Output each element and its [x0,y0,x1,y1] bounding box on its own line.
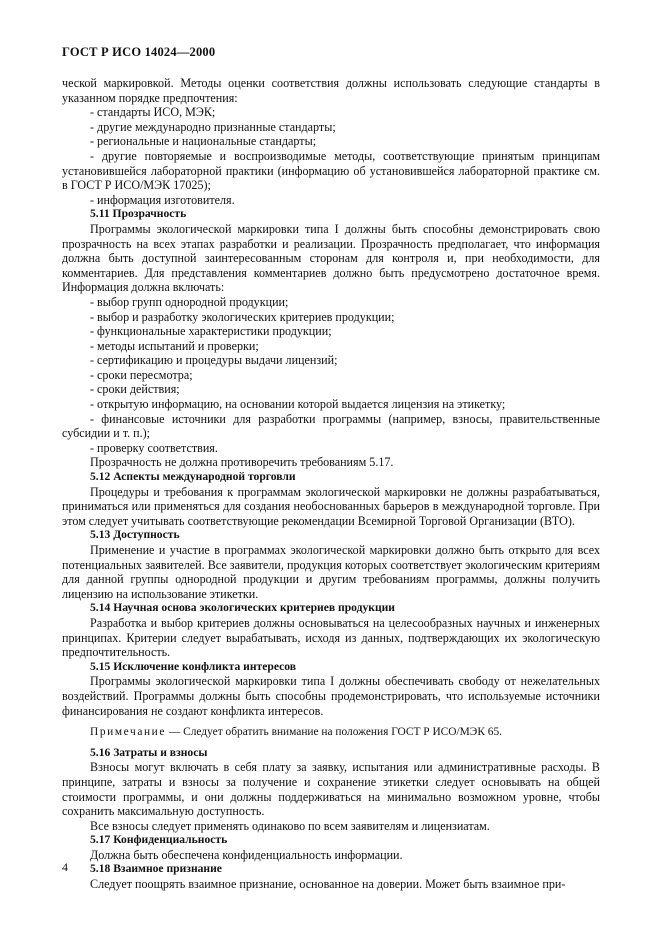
list-item: - методы испытаний и проверки; [90,338,259,353]
list-item: - сертификацию и процедуры выдачи лицензий; [90,353,338,368]
paragraph: Следует поощрять взаимное признание, основанное на доверии. Может быть взаимное при- [90,877,566,892]
list-item: - выбор групп однородной продукции; [90,294,289,309]
paragraph: Должна быть обеспечена конфиденциальность информации. [90,847,403,862]
section-heading-5-12: 5.12 Аспекты международной торговли [90,470,296,484]
list-item: - проверку соответствия. [90,440,218,455]
list-item: - сроки пересмотра; [90,367,193,382]
page-number: 4 [62,860,68,874]
section-heading-5-14: 5.14 Научная основа экологических критериев продукции [90,601,395,615]
list-item: - региональные и национальные стандарты; [90,134,317,149]
section-heading-5-13: 5.13 Доступность [90,528,180,542]
section-heading-5-16: 5.16 Затраты и взносы [90,745,208,759]
paragraph: Применение и участие в программах экологической маркировки должно быть открыто для всех потенциальных заявителей. Все заявители, продукция которых соответствует экологическим критериям для данной группы однородной продукции и другим требованиям программы, должны получить лицензию на использование этикетки. [62,543,600,601]
paragraph: Все взносы следует применять одинаково по всем заявителям и лицензиатам. [90,818,490,833]
list-item: - сроки действия; [90,382,180,397]
list-item: - другие международно признанные стандарты; [90,119,336,134]
note-label: Примечание [90,726,167,739]
section-heading-5-11: 5.11 Прозрачность [90,207,187,221]
list-item: - стандарты ИСО, МЭК; [90,105,216,120]
list-item: - финансовые источники для разработки программы (например, взносы, правительственные субсидии и т. п.); [62,411,600,441]
document-body [62,76,600,892]
note-text: — Следует обратить внимание на положения ГОСТ Р ИСО/МЭК 65. [166,726,503,739]
paragraph: Процедуры и требования к программам экологической маркировки не должны разрабатываться, приниматься или применяться для создания необоснованных барьеров в международной торговле. При этом следует учитывать соответствующие рекомендации Всемирной Торговой Организации (ВТО). [62,484,600,528]
list-item: - информация изготовителя. [90,192,235,207]
note [62,725,600,740]
list-item: - выбор и разработку экологических критериев продукции; [90,309,395,324]
document-header: ГОСТ Р ИСО 14024—2000 [62,45,216,59]
section-heading-5-15: 5.15 Исключение конфликта интересов [90,659,297,673]
paragraph: Прозрачность не должна противоречить требованиям 5.17. [90,455,394,470]
paragraph: Программы экологической маркировки типа I должны обеспечивать свободу от нежелательных воздействий. Программы должны быть способны продемонстрировать, что используемые источники финансирования не создают конфликта интересов. [62,674,600,718]
intro-paragraph: ческой маркировкой. Методы оценки соответствия должны использовать следующие стандарты в указанном порядке предпочтения: [62,76,600,105]
section-heading-5-18: 5.18 Взаимное признание [90,862,222,876]
list-item: - другие повторяемые и воспроизводимые методы, соответствующие принятым принципам установившейся лабораторной практики (информацию об установившейся лабораторной практике см. в ГОСТ Р ИСО/МЭК 17025); [62,148,600,193]
list-item: - функциональные характеристики продукции; [90,324,332,339]
paragraph: Программы экологической маркировки типа I должны быть способны демонстрировать свою прозрачность на всех этапах разработки и реализации. Прозрачность предполагает, что информация должна быть доступной заинтересованным сторонам для контроля и, при необходимости, для комментариев. Для представления комментариев должно быть предусмотрено достаточное время. Информация должна включать: [62,221,600,295]
list-item: - открытую информацию, на основании которой выдается лицензия на этикетку; [90,397,506,412]
paragraph: Разработка и выбор критериев должны основываться на целесообразных научных и инженерных принципах. Критерии следует вырабатывать, исходя из данных, подтверждающих их экологическую предпочтительность. [62,615,600,660]
paragraph: Взносы могут включать в себя плату за заявку, испытания или административные расходы. В принципе, затраты и взносы за получение и сохранение этикетки следует основывать на общей стоимости программы, и они должны поддерживаться на минимально возможном уровне, чтобы сохранить максимальную доступность. [62,760,600,819]
section-heading-5-17: 5.17 Конфиденциальность [90,833,228,847]
